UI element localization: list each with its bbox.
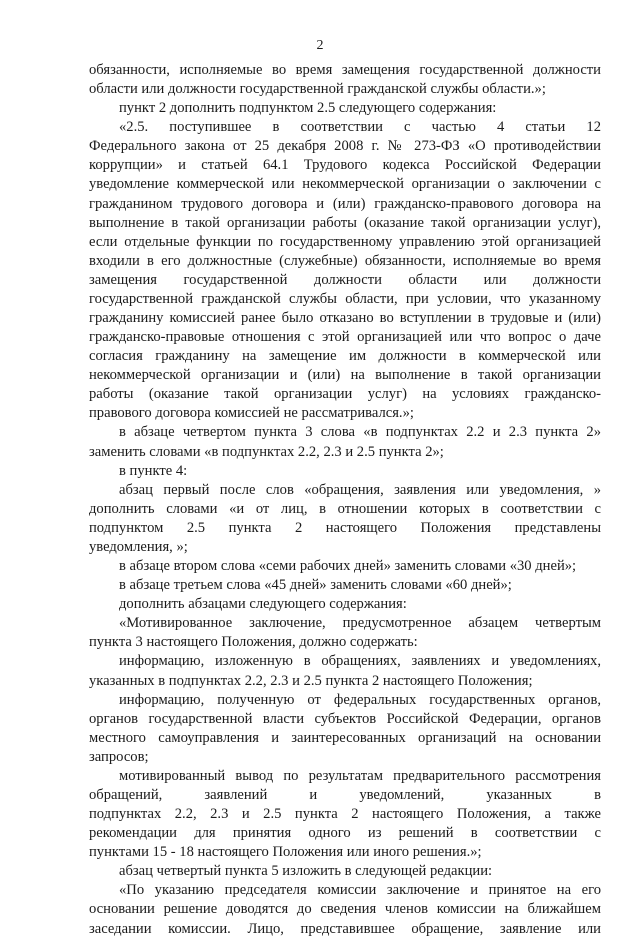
text-line: «По указанию председателя комиссии заключение и принятое на его — [119, 882, 601, 899]
page-number: 2 — [316, 38, 324, 53]
text-line: пункта 3 настоящего Положения, должно содержать: — [89, 634, 418, 651]
text-line: запросов; — [89, 748, 149, 765]
text-line: уведомления, »; — [89, 538, 188, 555]
text-line: гражданину комиссией ранее было отказано во вступлении в трудовые и (или) — [89, 310, 601, 327]
text-line: согласия гражданину на замещение им должности в коммерческой или — [89, 348, 601, 365]
text-line: информацию, изложенную в обращениях, заявлениях и уведомлениях, — [119, 653, 601, 670]
text-line: местного самоуправления и заинтересованных организаций на основании — [89, 729, 601, 746]
text-line: замещения государственной должности области или должности — [89, 271, 601, 288]
text-line: коррупции» и статьей 64.1 Трудового кодекса Российской Федерации — [89, 157, 601, 174]
text-line: основании решение доводятся до сведения членов комиссии на ближайшем — [89, 901, 601, 918]
text-line: некоммерческой организации и (или) на выполнение в такой организации — [89, 367, 601, 384]
text-line: дополнить словами «и от лиц, в отношении которых в соответствии с — [89, 500, 601, 517]
text-line: выполнение в такой организации работы (оказание такой организации услуг), — [89, 214, 601, 231]
text-line: в пункте 4: — [119, 462, 188, 479]
text-line: уведомление коммерческой или некоммерческой организации о заключении с — [89, 176, 601, 193]
text-line: указанных в подпунктах 2.2, 2.3 и 2.5 пункта 2 настоящего Положения; — [89, 672, 533, 689]
text-line: в абзаце третьем слова «45 дней» заменить словами «60 дней»; — [119, 577, 512, 594]
text-line: пункт 2 дополнить подпунктом 2.5 следующего содержания: — [119, 100, 497, 117]
text-line: правового договора комиссией не рассматривался.»; — [89, 405, 414, 422]
text-line: обязанности, исполняемые во время замещения государственной должности — [89, 62, 601, 78]
text-line: работы (оказание такой организации услуг) на условиях гражданско- — [89, 386, 601, 403]
text-line: подпунктом 2.5 пункта 2 настоящего Положения представлены — [89, 519, 601, 536]
text-line: Федерального закона от 25 декабря 2008 г. № 273-ФЗ «О противодействии — [89, 138, 601, 155]
document-body — [89, 61, 601, 939]
text-line: заменить словами «в подпунктах 2.2, 2.3 и 2.5 пункта 2»; — [89, 443, 444, 460]
text-line: в абзаце втором слова «семи рабочих дней» заменить словами «30 дней»; — [119, 558, 577, 575]
text-line: мотивированный вывод по результатам предварительного рассмотрения — [119, 767, 601, 784]
text-line: абзац первый после слов «обращения, заявления или уведомления, » — [119, 481, 601, 498]
text-line: пунктами 15 - 18 настоящего Положения или иного решения.»; — [89, 844, 482, 861]
text-line: государственной гражданской службы области, при условии, что указанному — [89, 290, 601, 307]
text-line: информацию, полученную от федеральных государственных органов, — [119, 691, 601, 708]
text-line: области или должности государственной гражданской службы области.»; — [89, 81, 546, 98]
text-line: гражданско-правовые отношения с этой организацией или что вопрос о даче — [89, 329, 601, 346]
text-line: «2.5. поступившее в соответствии с частью 4 статьи 12 — [119, 119, 601, 136]
text-line: обращений, заявлений и уведомлений, указанных в — [89, 786, 601, 803]
text-line: заседании комиссии. Лицо, представившее обращение, заявление или — [89, 920, 601, 937]
text-line: в абзаце четвертом пункта 3 слова «в подпунктах 2.2 и 2.3 пункта 2» — [119, 424, 601, 441]
text-line: гражданином трудового договора и (или) гражданско-правового договора на — [89, 195, 601, 212]
text-line: абзац четвертый пункта 5 изложить в следующей редакции: — [119, 863, 493, 880]
text-line: подпунктах 2.2, 2.3 и 2.5 пункта 2 настоящего Положения, а также — [89, 806, 601, 823]
text-line: входили в его должностные (служебные) обязанности, исполняемые во время — [89, 252, 601, 269]
text-line: «Мотивированное заключение, предусмотренное абзацем четвертым — [119, 615, 601, 632]
text-line: если отдельные функции по государственному управлению этой организацией — [89, 233, 601, 250]
text-line: дополнить абзацами следующего содержания: — [119, 596, 407, 613]
text-line: органов государственной власти субъектов Российской Федерации, органов — [89, 710, 601, 727]
text-line: рекомендации для принятия одного из решений в соответствии с — [89, 825, 601, 842]
